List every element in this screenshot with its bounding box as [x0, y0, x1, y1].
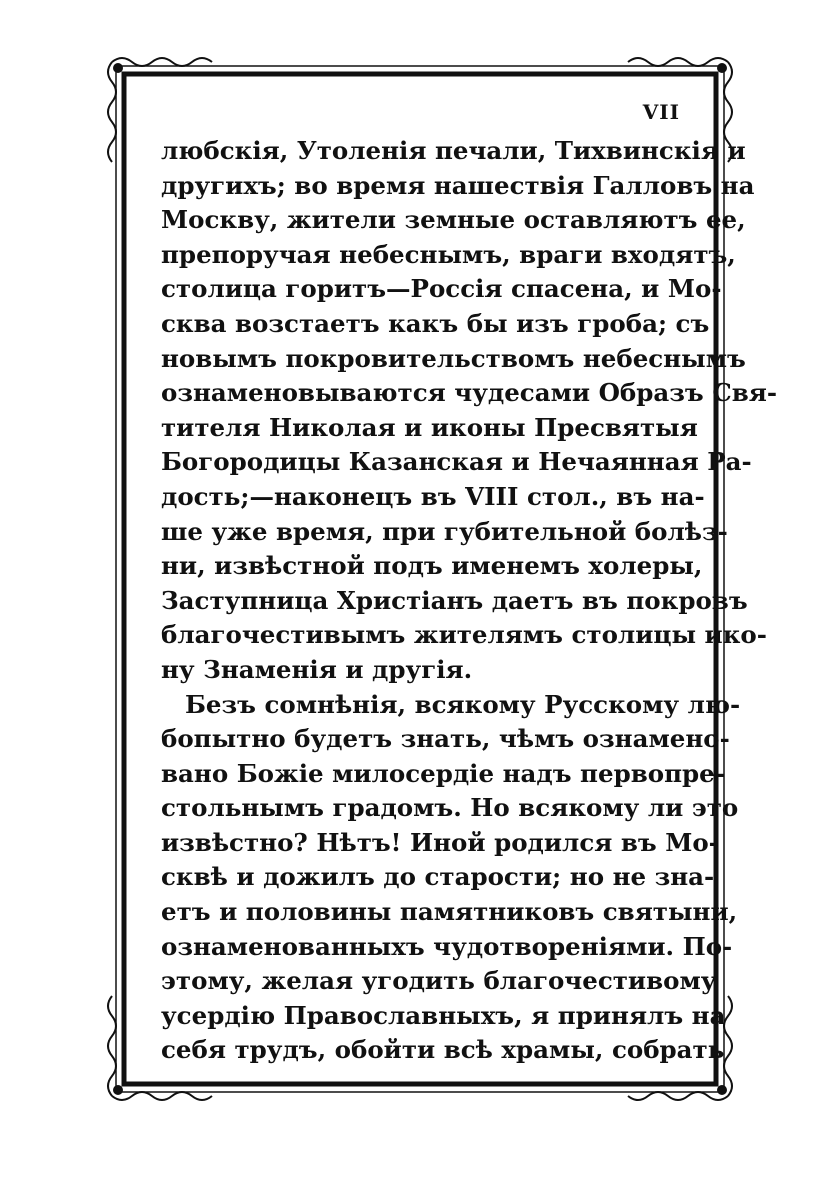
text-line: ознаменовываются чудесами Образъ Свя-: [161, 378, 778, 408]
text-line: благочестивымъ жителямъ столицы ико-: [161, 620, 767, 650]
text-line: препоручая небеснымъ, враги входятъ,: [161, 239, 736, 269]
text-block: [161, 134, 778, 1068]
text-line: Богородицы Казанская и Нечаянная Ра-: [161, 447, 752, 477]
text-line: вано Божіе милосердіе надъ первопре-: [161, 758, 725, 788]
page-number: VII: [642, 100, 680, 124]
text-line: бопытно будетъ знать, чѣмъ ознамено-: [161, 724, 730, 754]
text-line: Заступница Христіанъ даетъ въ покровъ: [161, 585, 748, 615]
text-line: другихъ; во время нашествія Галловъ на: [161, 170, 755, 200]
text-line: етъ и половины памятниковъ святыни,: [161, 897, 738, 927]
text-line: усердію Православныхъ, я принялъ на: [161, 1000, 726, 1030]
text-line: себя трудъ, обойти всѣ храмы, собрать: [161, 1035, 725, 1065]
text-line: ознаменованныхъ чудотвореніями. По-: [161, 931, 733, 961]
text-line: дость;—наконецъ въ VIII стол., въ на-: [161, 481, 705, 511]
text-line: ну Знаменія и другія.: [161, 654, 473, 684]
text-line: столица горитъ—Россія спасена, и Мо-: [161, 274, 722, 304]
text-line: сква возстаетъ какъ бы изъ гроба; съ: [161, 308, 710, 338]
text-line: этому, желая угодить благочестивому: [161, 966, 717, 996]
text-line: новымъ покровительствомъ небеснымъ: [161, 343, 746, 373]
text-line: сквѣ и дожилъ до старости; но не зна-: [161, 862, 715, 892]
text-line: Москву, жители земные оставляютъ ее,: [161, 205, 746, 235]
text-line: тителя Николая и иконы Пресвятыя: [161, 412, 698, 442]
text-line: Безъ сомнѣнія, всякому Русскому лю-: [185, 689, 741, 719]
text-line: ше уже время, при губительной болѣз-: [161, 516, 728, 546]
text-line: любскія, Утоленія печали, Тихвинскія и: [161, 136, 746, 165]
text-line: стольнымъ градомъ. Но всякому ли это: [161, 793, 739, 823]
text-line: ни, извѣстной подъ именемъ холеры,: [161, 551, 703, 581]
text-line: извѣстно? Нѣтъ! Иной родился въ Мо-: [161, 827, 719, 857]
